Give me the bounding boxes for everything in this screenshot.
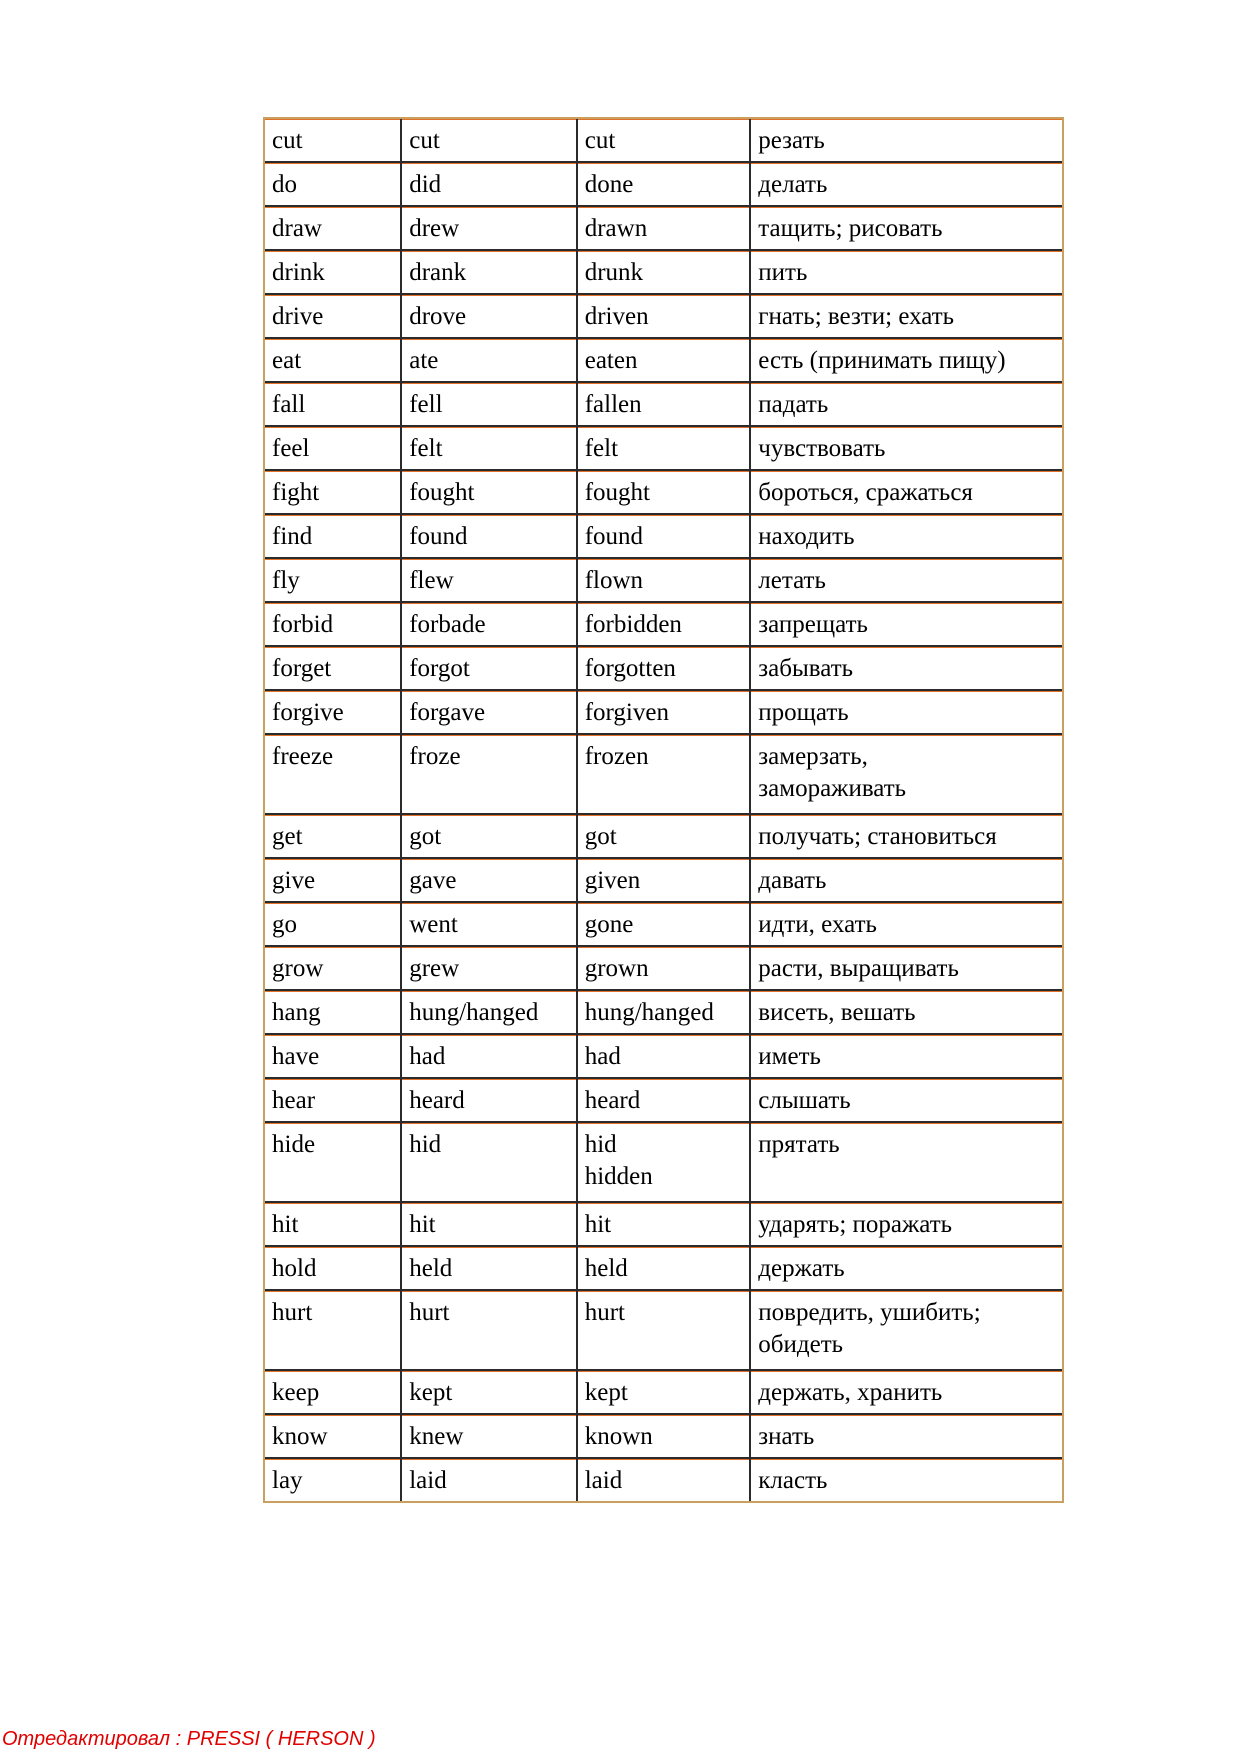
translation-cell: повредить, ушибить; обидеть: [751, 1291, 1062, 1371]
past-participle-cell: done: [578, 163, 752, 207]
past-participle-cell: felt: [578, 427, 752, 471]
translation-cell: давать: [751, 859, 1062, 903]
translation-cell: ударять; поражать: [751, 1203, 1062, 1247]
past-participle-cell: fought: [578, 471, 752, 515]
past-simple-cell: kept: [402, 1371, 578, 1415]
table-row: [265, 903, 1062, 947]
table-row: [265, 1035, 1062, 1079]
past-simple-cell: went: [402, 903, 578, 947]
infinitive-cell: get: [265, 815, 402, 859]
past-participle-cell: drunk: [578, 251, 752, 295]
translation-cell: висеть, вешать: [751, 991, 1062, 1035]
translation-cell: идти, ехать: [751, 903, 1062, 947]
past-participle-cell: given: [578, 859, 752, 903]
past-simple-cell: gave: [402, 859, 578, 903]
past-simple-cell: drew: [402, 207, 578, 251]
past-participle-cell: drawn: [578, 207, 752, 251]
past-simple-cell: found: [402, 515, 578, 559]
infinitive-cell: forgive: [265, 691, 402, 735]
table-row: [265, 383, 1062, 427]
infinitive-cell: hang: [265, 991, 402, 1035]
table-row: [265, 251, 1062, 295]
table-row: [265, 1415, 1062, 1459]
infinitive-cell: fly: [265, 559, 402, 603]
table-row: [265, 991, 1062, 1035]
table-row: [265, 815, 1062, 859]
translation-cell: расти, выращивать: [751, 947, 1062, 991]
table-row: [265, 1291, 1062, 1371]
translation-cell: находить: [751, 515, 1062, 559]
infinitive-cell: freeze: [265, 735, 402, 815]
infinitive-cell: draw: [265, 207, 402, 251]
infinitive-cell: feel: [265, 427, 402, 471]
table-row: [265, 691, 1062, 735]
past-simple-cell: forgave: [402, 691, 578, 735]
past-participle-cell: found: [578, 515, 752, 559]
past-participle-cell: cut: [578, 119, 752, 163]
table-row: [265, 339, 1062, 383]
translation-cell: знать: [751, 1415, 1062, 1459]
translation-cell: прятать: [751, 1123, 1062, 1203]
infinitive-cell: hurt: [265, 1291, 402, 1371]
past-participle-cell: had: [578, 1035, 752, 1079]
past-participle-cell: grown: [578, 947, 752, 991]
infinitive-cell: know: [265, 1415, 402, 1459]
past-participle-cell: frozen: [578, 735, 752, 815]
past-simple-cell: laid: [402, 1459, 578, 1501]
translation-cell: чувствовать: [751, 427, 1062, 471]
table-row: [265, 471, 1062, 515]
past-simple-cell: drove: [402, 295, 578, 339]
past-simple-cell: hung/hanged: [402, 991, 578, 1035]
table-body: [265, 119, 1062, 1501]
translation-cell: забывать: [751, 647, 1062, 691]
infinitive-cell: fight: [265, 471, 402, 515]
past-simple-cell: cut: [402, 119, 578, 163]
table-row: [265, 1079, 1062, 1123]
infinitive-cell: go: [265, 903, 402, 947]
infinitive-cell: drive: [265, 295, 402, 339]
past-participle-cell: known: [578, 1415, 752, 1459]
translation-cell: держать, хранить: [751, 1371, 1062, 1415]
past-simple-cell: hit: [402, 1203, 578, 1247]
footer-credit: Отредактировал : PRESSI ( HERSON ): [2, 1728, 376, 1750]
table-row: [265, 859, 1062, 903]
past-simple-cell: drank: [402, 251, 578, 295]
past-simple-cell: forgot: [402, 647, 578, 691]
translation-cell: летать: [751, 559, 1062, 603]
past-participle-cell: hung/hanged: [578, 991, 752, 1035]
past-simple-cell: flew: [402, 559, 578, 603]
translation-cell: делать: [751, 163, 1062, 207]
irregular-verbs-table: [263, 117, 1064, 1503]
infinitive-cell: fall: [265, 383, 402, 427]
translation-cell: тащить; рисовать: [751, 207, 1062, 251]
infinitive-cell: cut: [265, 119, 402, 163]
past-simple-cell: fell: [402, 383, 578, 427]
past-simple-cell: ate: [402, 339, 578, 383]
past-participle-cell: kept: [578, 1371, 752, 1415]
past-simple-cell: grew: [402, 947, 578, 991]
past-participle-cell: forgiven: [578, 691, 752, 735]
past-participle-cell: forbidden: [578, 603, 752, 647]
translation-cell: прощать: [751, 691, 1062, 735]
translation-cell: падать: [751, 383, 1062, 427]
table-row: [265, 427, 1062, 471]
translation-cell: пить: [751, 251, 1062, 295]
table-row: [265, 1203, 1062, 1247]
past-simple-cell: heard: [402, 1079, 578, 1123]
past-simple-cell: hid: [402, 1123, 578, 1203]
past-participle-cell: heard: [578, 1079, 752, 1123]
translation-cell: гнать; везти; ехать: [751, 295, 1062, 339]
past-participle-cell: hid hidden: [578, 1123, 752, 1203]
past-simple-cell: had: [402, 1035, 578, 1079]
past-participle-cell: eaten: [578, 339, 752, 383]
past-participle-cell: got: [578, 815, 752, 859]
table-row: [265, 207, 1062, 251]
past-simple-cell: hurt: [402, 1291, 578, 1371]
infinitive-cell: keep: [265, 1371, 402, 1415]
translation-cell: резать: [751, 119, 1062, 163]
table-row: [265, 163, 1062, 207]
translation-cell: держать: [751, 1247, 1062, 1291]
past-participle-cell: hurt: [578, 1291, 752, 1371]
infinitive-cell: lay: [265, 1459, 402, 1501]
past-simple-cell: forbade: [402, 603, 578, 647]
past-participle-cell: gone: [578, 903, 752, 947]
infinitive-cell: forget: [265, 647, 402, 691]
translation-cell: есть (принимать пищу): [751, 339, 1062, 383]
infinitive-cell: drink: [265, 251, 402, 295]
infinitive-cell: find: [265, 515, 402, 559]
table-row: [265, 119, 1062, 163]
past-simple-cell: did: [402, 163, 578, 207]
table-row: [265, 947, 1062, 991]
past-simple-cell: held: [402, 1247, 578, 1291]
past-participle-cell: forgotten: [578, 647, 752, 691]
translation-cell: получать; становиться: [751, 815, 1062, 859]
table-row: [265, 559, 1062, 603]
infinitive-cell: hide: [265, 1123, 402, 1203]
past-participle-cell: flown: [578, 559, 752, 603]
translation-cell: иметь: [751, 1035, 1062, 1079]
past-participle-cell: fallen: [578, 383, 752, 427]
infinitive-cell: hit: [265, 1203, 402, 1247]
past-simple-cell: froze: [402, 735, 578, 815]
past-participle-cell: hit: [578, 1203, 752, 1247]
translation-cell: замерзать, замораживать: [751, 735, 1062, 815]
table-row: [265, 1371, 1062, 1415]
table-row: [265, 647, 1062, 691]
translation-cell: запрещать: [751, 603, 1062, 647]
past-simple-cell: knew: [402, 1415, 578, 1459]
infinitive-cell: grow: [265, 947, 402, 991]
table-row: [265, 603, 1062, 647]
infinitive-cell: do: [265, 163, 402, 207]
table-row: [265, 295, 1062, 339]
past-simple-cell: got: [402, 815, 578, 859]
translation-cell: бороться, сражаться: [751, 471, 1062, 515]
past-participle-cell: held: [578, 1247, 752, 1291]
infinitive-cell: forbid: [265, 603, 402, 647]
past-simple-cell: fought: [402, 471, 578, 515]
infinitive-cell: hear: [265, 1079, 402, 1123]
infinitive-cell: hold: [265, 1247, 402, 1291]
table-row: [265, 1123, 1062, 1203]
table-row: [265, 735, 1062, 815]
past-participle-cell: laid: [578, 1459, 752, 1501]
table-row: [265, 1459, 1062, 1501]
infinitive-cell: eat: [265, 339, 402, 383]
table-row: [265, 515, 1062, 559]
translation-cell: слышать: [751, 1079, 1062, 1123]
past-simple-cell: felt: [402, 427, 578, 471]
infinitive-cell: have: [265, 1035, 402, 1079]
translation-cell: класть: [751, 1459, 1062, 1501]
infinitive-cell: give: [265, 859, 402, 903]
table-row: [265, 1247, 1062, 1291]
past-participle-cell: driven: [578, 295, 752, 339]
